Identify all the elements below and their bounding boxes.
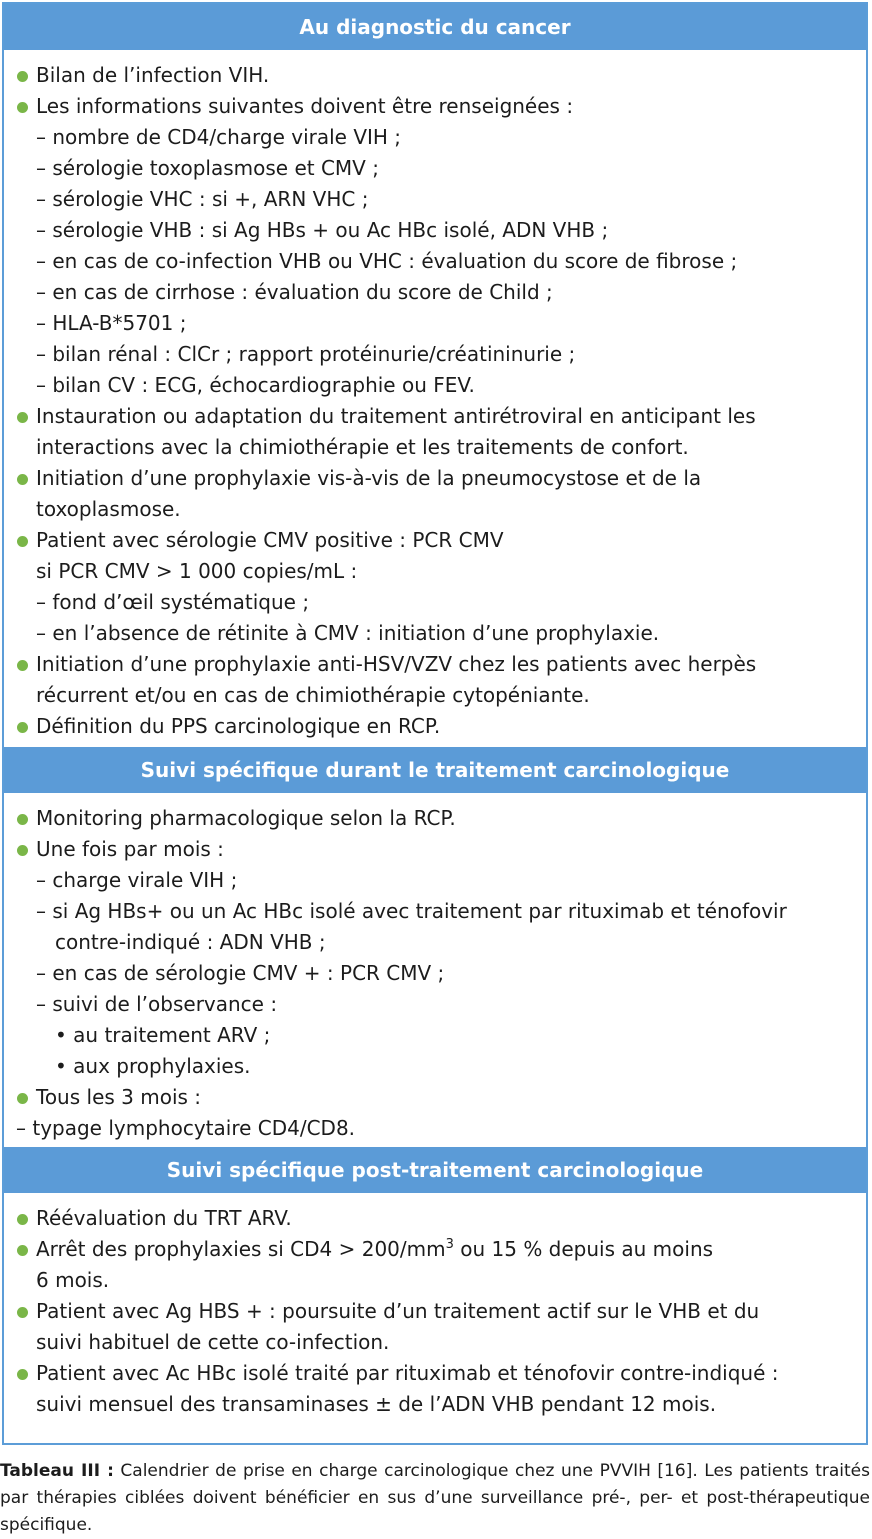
list-item: récurrent et/ou en cas de chimiothérapie cytopéniante.	[36, 683, 590, 707]
list-item: contre-indiqué : ADN VHB ;	[55, 930, 326, 954]
list-item: – en cas de co-infection VHB ou VHC : évaluation du score de fibrose ;	[36, 249, 738, 273]
section-header: Au diagnostic du cancer	[4, 4, 866, 50]
section-header: Suivi spécifique post-traitement carcinologique	[4, 1147, 866, 1193]
bullet-dot-icon	[17, 1369, 28, 1380]
list-item: si PCR CMV > 1 000 copies/mL :	[36, 559, 358, 583]
list-item: Patient avec sérologie CMV positive : PCR CMV	[36, 528, 504, 552]
bullet-dot-icon	[17, 1245, 28, 1256]
list-item: toxoplasmose.	[36, 497, 181, 521]
list-item: – nombre de CD4/charge virale VIH ;	[36, 125, 402, 149]
table-caption	[0, 1458, 870, 1539]
bullet-dot-icon	[17, 1307, 28, 1318]
list-item: – sérologie VHB : si Ag HBs + ou Ac HBc isolé, ADN VHB ;	[36, 218, 609, 242]
bullet-dot-icon	[17, 722, 28, 733]
superscript: 3	[445, 1237, 454, 1252]
list-item: – si Ag HBs+ ou un Ac HBc isolé avec traitement par rituximab et ténofovir	[36, 899, 787, 923]
list-item: Initiation d’une prophylaxie anti-HSV/VZV chez les patients avec herpès	[36, 652, 757, 676]
list-item: – HLA-B*5701 ;	[36, 311, 187, 335]
list-item: – fond d’œil systématique ;	[36, 590, 310, 614]
list-item: Bilan de l’infection VIH.	[36, 63, 270, 87]
list-item: Monitoring pharmacologique selon la RCP.	[36, 806, 456, 830]
bullet-dot-icon	[17, 71, 28, 82]
list-item: interactions avec la chimiothérapie et les traitements de confort.	[36, 435, 689, 459]
list-item: suivi habituel de cette co-infection.	[36, 1330, 390, 1354]
list-item: Les informations suivantes doivent être renseignées :	[36, 94, 574, 118]
list-item: – sérologie VHC : si +, ARN VHC ;	[36, 187, 369, 211]
bullet-dot-icon	[17, 1093, 28, 1104]
list-item: – sérologie toxoplasmose et CMV ;	[36, 156, 379, 180]
list-item: Instauration ou adaptation du traitement antirétroviral en anticipant les	[36, 404, 756, 428]
list-item: – charge virale VIH ;	[36, 868, 238, 892]
list-item	[36, 1234, 713, 1265]
bullet-dot-icon	[17, 474, 28, 485]
list-item: – en cas de cirrhose : évaluation du score de Child ;	[36, 280, 553, 304]
list-item: 6 mois.	[36, 1268, 110, 1292]
bullet-dot-icon	[17, 1214, 28, 1225]
section-header: Suivi spécifique durant le traitement carcinologique	[4, 747, 866, 793]
list-item-text: Arrêt des prophylaxies si CD4 > 200/mm	[36, 1237, 446, 1261]
bullet-dot-icon	[17, 102, 28, 113]
caption-text: Calendrier de prise en charge carcinologique chez une PVVIH [16]. Les patients traités par thérapies ciblées doivent bénéficier en sus d’une surveillance pré-, per- et post-thérapeutique spécifique.	[0, 1461, 870, 1535]
list-item: Patient avec Ag HBS + : poursuite d’un traitement actif sur le VHB et du	[36, 1299, 760, 1323]
list-item: Initiation d’une prophylaxie vis-à-vis de la pneumocystose et de la	[36, 466, 702, 490]
list-item-text-after: ou 15 % depuis au moins	[453, 1237, 714, 1261]
list-item: – suivi de l’observance :	[36, 992, 278, 1016]
list-item: – en cas de sérologie CMV + : PCR CMV ;	[36, 961, 445, 985]
list-item: Patient avec Ac HBc isolé traité par rituximab et ténofovir contre-indiqué :	[36, 1361, 779, 1385]
list-item: Définition du PPS carcinologique en RCP.	[36, 714, 441, 738]
bullet-dot-icon	[17, 412, 28, 423]
bullet-dot-icon	[17, 814, 28, 825]
care-calendar-table	[2, 2, 868, 1445]
list-item: Réévaluation du TRT ARV.	[36, 1206, 292, 1230]
bullet-dot-icon	[17, 845, 28, 856]
list-item: – en l’absence de rétinite à CMV : initiation d’une prophylaxie.	[36, 621, 660, 645]
list-item: • aux prophylaxies.	[55, 1054, 251, 1078]
list-item: – bilan rénal : ClCr ; rapport protéinurie/créatininurie ;	[36, 342, 576, 366]
list-item: suivi mensuel des transaminases ± de l’ADN VHB pendant 12 mois.	[36, 1392, 717, 1416]
bullet-dot-icon	[17, 536, 28, 547]
list-item: • au traitement ARV ;	[55, 1023, 271, 1047]
list-item: – bilan CV : ECG, échocardiographie ou FEV.	[36, 373, 475, 397]
caption-label: Tableau III :	[0, 1461, 114, 1481]
bullet-dot-icon	[17, 660, 28, 671]
list-item: – typage lymphocytaire CD4/CD8.	[16, 1116, 356, 1140]
list-item: Une fois par mois :	[36, 837, 224, 861]
list-item: Tous les 3 mois :	[36, 1085, 202, 1109]
